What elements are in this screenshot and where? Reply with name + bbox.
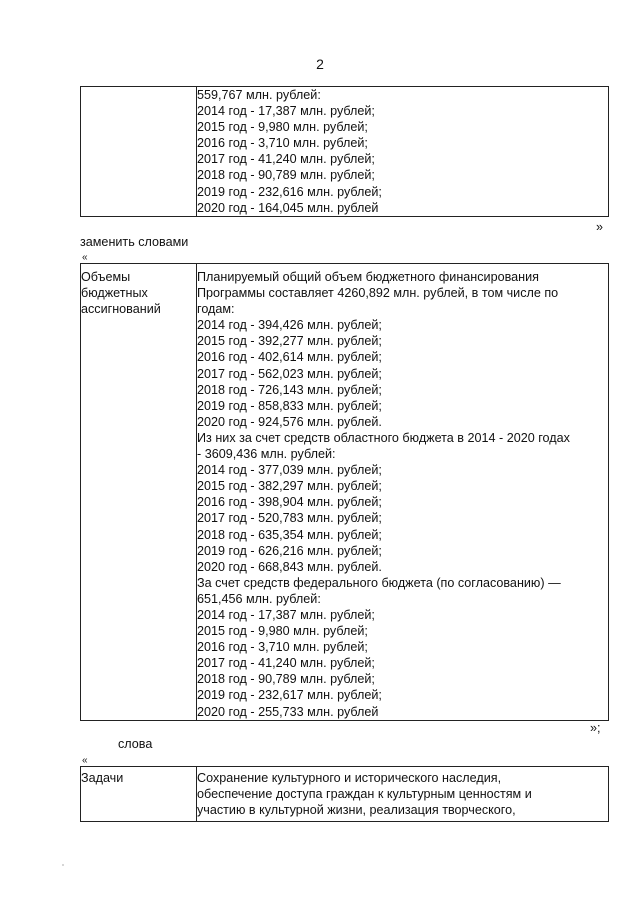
tasks-line: Сохранение культурного и исторического наследия, xyxy=(197,771,502,785)
budget-allocations-table xyxy=(80,263,609,721)
tasks-label: Задачи xyxy=(81,771,124,785)
table1-line: 2018 год - 90,789 млн. рублей; xyxy=(197,168,375,183)
regional-year-line: 2018 год - 635,354 млн. рублей; xyxy=(197,527,382,542)
budget-content-cell xyxy=(197,264,609,721)
tasks-table xyxy=(80,766,609,822)
federal-year-line: 2018 год - 90,789 млн. рублей; xyxy=(197,672,375,687)
regional-year-line: 2020 год - 668,843 млн. рублей. xyxy=(197,559,382,574)
page-number: 2 xyxy=(316,56,324,72)
federal-year-line: 2014 год - 17,387 млн. рублей; xyxy=(197,607,375,622)
table1-line: 2014 год - 17,387 млн. рублей; xyxy=(197,104,375,119)
replace-phrase: заменить словами xyxy=(80,235,189,249)
opening-quote: « xyxy=(82,755,88,766)
total-year-line: 2019 год - 858,833 млн. рублей; xyxy=(197,398,382,413)
federal-year-line: 2015 год - 9,980 млн. рублей; xyxy=(197,624,368,639)
regional-year-line: 2017 год - 520,783 млн. рублей; xyxy=(197,511,382,526)
budget-label-cell xyxy=(81,264,197,721)
regional-year-line: 2019 год - 626,216 млн. рублей; xyxy=(197,543,382,558)
total-year-line: 2015 год - 392,277 млн. рублей; xyxy=(197,334,382,349)
federal-year-line: 2019 год - 232,617 млн. рублей; xyxy=(197,688,382,703)
opening-quote: « xyxy=(82,252,88,263)
federal-year-line: 2017 год - 41,240 млн. рублей; xyxy=(197,656,375,671)
table1-line: 2016 год - 3,710 млн. рублей; xyxy=(197,136,368,151)
tasks-label-cell xyxy=(81,767,197,822)
federal-intro: За счет средств федерального бюджета (по согласованию) — 651,456 млн. рублей: xyxy=(197,575,561,606)
federal-year-line: 2020 год - 255,733 млн. рублей xyxy=(197,704,379,719)
table1-line: 2020 год - 164,045 млн. рублей xyxy=(197,200,379,215)
budget-label: Объемы бюджетных ассигнований xyxy=(81,270,161,317)
total-year-line: 2018 год - 726,143 млн. рублей; xyxy=(197,382,382,397)
table1-line: 2017 год - 41,240 млн. рублей; xyxy=(197,152,375,167)
words-phrase: слова xyxy=(118,737,153,751)
tasks-line: обеспечение доступа граждан к культурным ценностям и xyxy=(197,787,532,802)
scan-speck xyxy=(62,864,64,866)
tasks-content-cell xyxy=(197,767,609,822)
regional-year-line: 2016 год - 398,904 млн. рублей; xyxy=(197,495,382,510)
total-year-line: 2017 год - 562,023 млн. рублей; xyxy=(197,366,382,381)
regional-year-line: 2015 год - 382,297 млн. рублей; xyxy=(197,479,382,494)
regional-year-line: 2014 год - 377,039 млн. рублей; xyxy=(197,463,382,478)
table1-line: 2019 год - 232,616 млн. рублей; xyxy=(197,184,382,199)
tasks-line: участию в культурной жизни, реализация творческого, xyxy=(197,803,516,818)
table1-content-cell xyxy=(197,87,609,217)
closing-quote: »; xyxy=(590,721,601,735)
regional-intro: Из них за счет средств областного бюджета в 2014 - 2020 годах - 3609,436 млн. рублей: xyxy=(197,430,570,462)
total-year-line: 2020 год - 924,576 млн. рублей. xyxy=(197,414,382,429)
total-year-line: 2016 год - 402,614 млн. рублей; xyxy=(197,350,382,365)
table1-label-cell xyxy=(81,87,197,217)
table1-line: 2015 год - 9,980 млн. рублей; xyxy=(197,120,368,135)
budget-table-old-continuation xyxy=(80,86,609,217)
federal-year-line: 2016 год - 3,710 млн. рублей; xyxy=(197,640,368,655)
total-year-line: 2014 год - 394,426 млн. рублей; xyxy=(197,318,382,333)
table1-line: 559,767 млн. рублей: xyxy=(197,88,321,102)
budget-intro: Планируемый общий объем бюджетного финансирования Программы составляет 4260,892 млн. рублей, в том числе по годам: xyxy=(197,270,559,317)
closing-quote: » xyxy=(596,220,604,234)
